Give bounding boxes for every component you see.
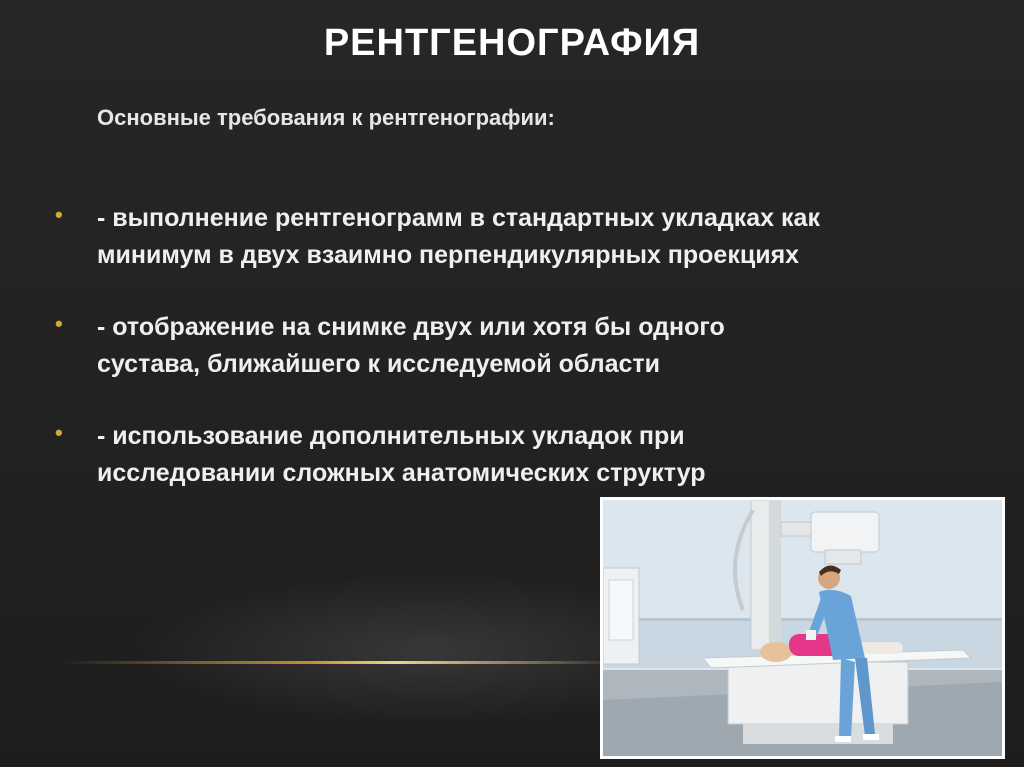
bullet-item [55, 418, 955, 492]
slide-title: РЕНТГЕНОГРАФИЯ [323, 22, 701, 64]
bullet-text: - отображение на снимке двух или хотя бы одного сустава, ближайшего к исследуемой области [97, 313, 725, 378]
bullet-list [55, 200, 955, 527]
x-ray-room-photo [600, 497, 1005, 759]
bullet-dot-icon: • [55, 202, 63, 227]
x-ray-room-illustration [603, 500, 1002, 756]
bullet-text: - выполнение рентгенограмм в стандартных укладках как минимум в двух взаимно перпендикулярных проекциях [97, 204, 820, 269]
slide-subtitle: Основные требования к рентгенографии: [97, 105, 555, 130]
bullet-text: - использование дополнительных укладок при исследовании сложных анатомических структур [97, 422, 706, 487]
decorative-glow-line [60, 661, 620, 664]
bullet-dot-icon: • [55, 420, 63, 445]
bullet-dot-icon: • [55, 311, 63, 336]
bullet-item [55, 200, 955, 274]
bullet-item [55, 309, 955, 383]
